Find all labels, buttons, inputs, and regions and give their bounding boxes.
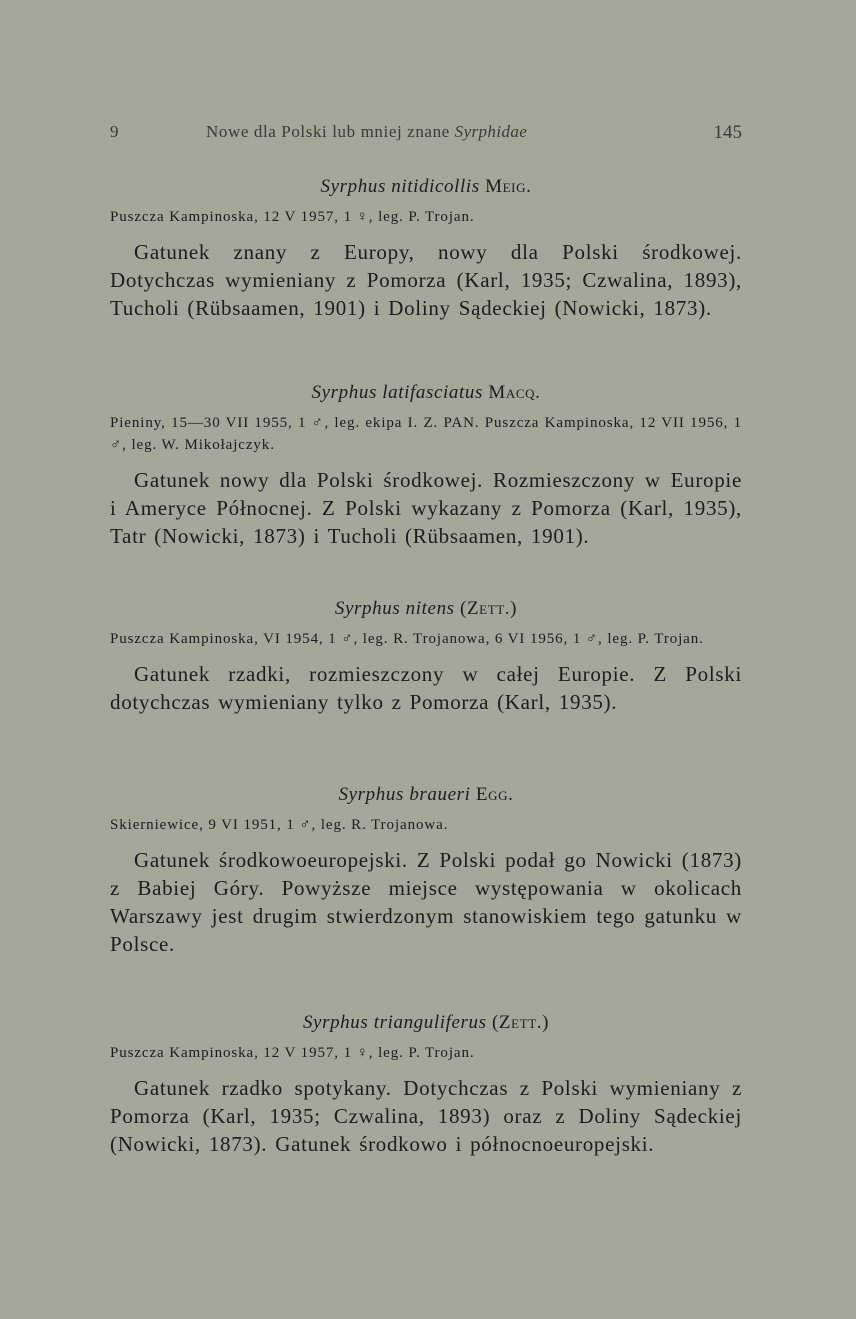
species-entry: [110, 176, 742, 322]
locality-record: Puszcza Kampinoska, VI 1954, 1 ♂, leg. R. Trojanowa, 6 VI 1956, 1 ♂, leg. P. Trojan.: [110, 631, 704, 647]
running-header: [110, 122, 742, 146]
locality-record: Puszcza Kampinoska, 12 V 1957, 1 ♀, leg. P. Trojan.: [110, 209, 475, 225]
species-description: Gatunek znany z Europy, nowy dla Polski środkowej. Dotychczas wymieniany z Pomorza (Karl, 1935; Czwalina, 1893), Tucholi (Rübsaamen, 1901) i Doliny Sądeckiej (Nowicki, 1873).: [110, 240, 742, 320]
locality-record: Pieniny, 15—30 VII 1955, 1 ♂, leg. ekipa I. Z. PAN. Puszcza Kampinoska, 12 VII 1956, 1 ♂, leg. W. Mikołajczyk.: [110, 415, 742, 453]
locality-record: Skierniewice, 9 VI 1951, 1 ♂, leg. R. Trojanowa.: [110, 817, 449, 833]
page-number: 145: [713, 122, 742, 143]
species-title: Syrphus latifasciatus Macq.: [311, 382, 541, 403]
species-entry: [110, 598, 742, 716]
species-title: Syrphus nitidicollis Meig.: [320, 176, 532, 197]
section-number: 9: [110, 122, 119, 141]
species-description: Gatunek rzadki, rozmieszczony w całej Europie. Z Polski dotychczas wymieniany tylko z Pomorza (Karl, 1935).: [110, 662, 742, 714]
locality-record: Puszcza Kampinoska, 12 V 1957, 1 ♀, leg. P. Trojan.: [110, 1045, 475, 1061]
species-entry: [110, 784, 742, 958]
species-title: Syrphus trianguliferus (Zett.): [302, 1012, 550, 1033]
species-entry: [110, 1012, 742, 1158]
species-title: Syrphus braueri Egg.: [338, 784, 514, 805]
species-title: Syrphus nitens (Zett.): [334, 598, 518, 619]
species-description: Gatunek rzadko spotykany. Dotychczas z Polski wymieniany z Pomorza (Karl, 1935; Czwalina, 1893) oraz z Doliny Sądeckiej (Nowicki, 1873). Gatunek środkowo i północnoeuropejski.: [110, 1076, 742, 1156]
species-description: Gatunek nowy dla Polski środkowej. Rozmieszczony w Europie i Ameryce Północnej. Z Polski wykazany z Pomorza (Karl, 1935), Tatr (Nowicki, 1873) i Tucholi (Rübsaamen, 1901).: [110, 468, 742, 548]
species-description: Gatunek środkowoeuropejski. Z Polski podał go Nowicki (1873) z Babiej Góry. Powyższe miejsce występowania w okolicach Warszawy jest drugim stwierdzonym stanowiskiem tego gatunku w Polsce.: [110, 848, 742, 956]
species-entry: [110, 382, 742, 550]
running-title: Nowe dla Polski lub mniej znane Syrphidae: [206, 122, 528, 141]
